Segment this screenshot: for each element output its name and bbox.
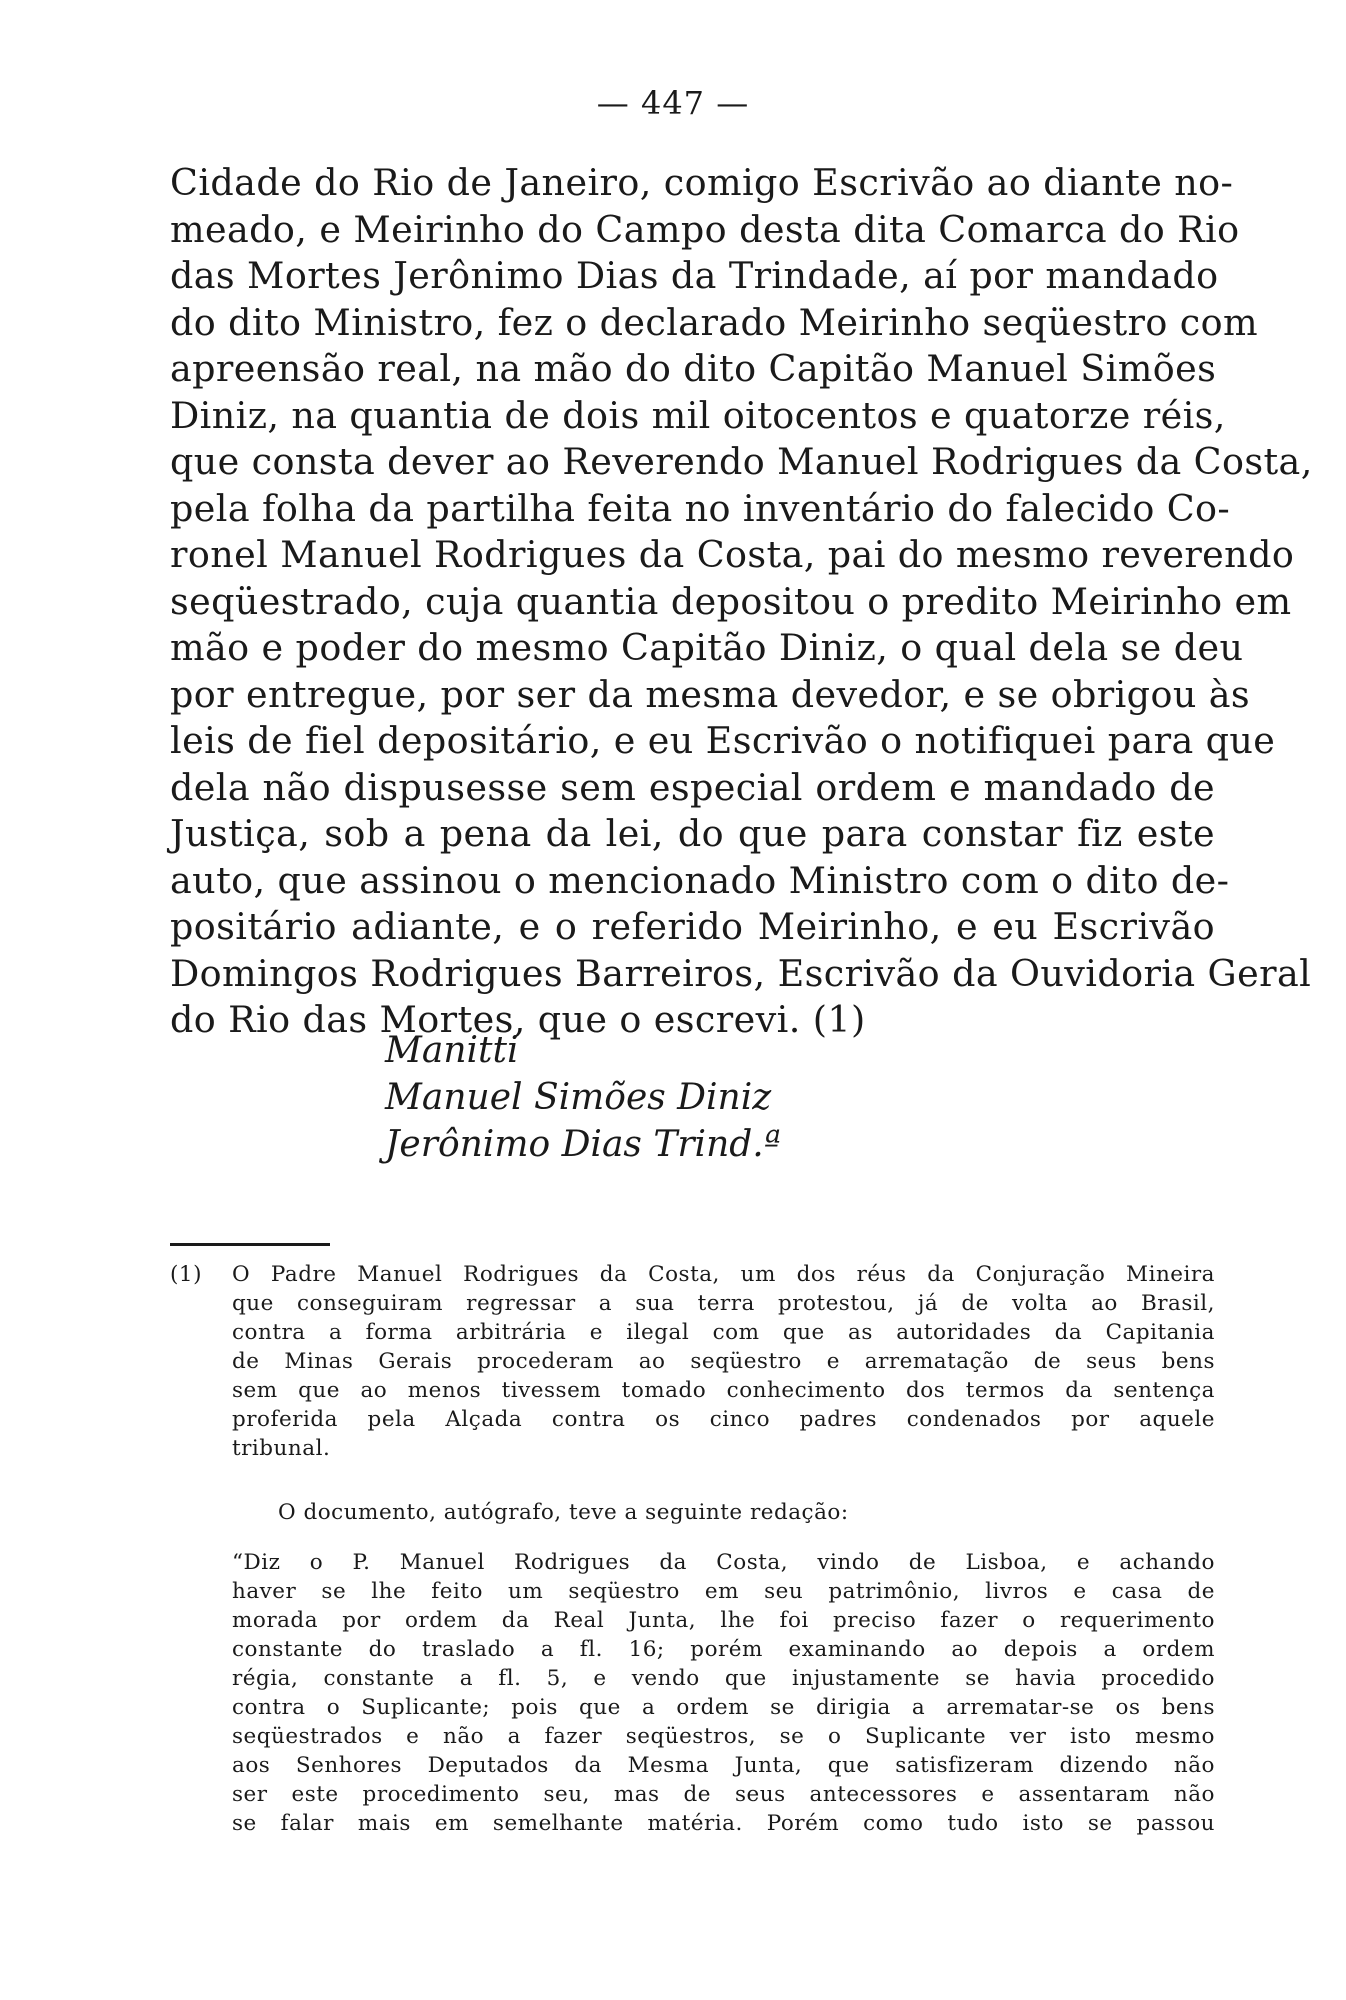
text-line: Diniz, na quantia de dois mil oitocentos e quatorze réis, xyxy=(170,393,1226,437)
footnote-line: proferida pela Alçada contra os cinco padres condenados por aquele xyxy=(232,1407,1215,1432)
text-line: ronel Manuel Rodrigues da Costa, pai do mesmo reverendo xyxy=(170,533,1295,576)
text-line: Justiça, sob a pena da lei, do que para constar fiz este xyxy=(170,812,1215,855)
quote-line: se falar mais em semelhante matéria. Porém como tudo isto se passou xyxy=(232,1811,1215,1836)
footnote-line: contra a forma arbitrária e ilegal com que as autoridades da Capitania xyxy=(232,1320,1215,1345)
text-line: do dito Ministro, fez o declarado Meirinho seqüestro com xyxy=(170,300,1259,344)
footnote-line: O Padre Manuel Rodrigues da Costa, um dos réus da Conjuração Mineira xyxy=(232,1262,1215,1287)
text-line: meado, e Meirinho do Campo desta dita Comarca do Rio xyxy=(170,207,1240,251)
quote-line: ser este procedimento seu, mas de seus antecessores e assentaram não xyxy=(232,1782,1215,1807)
footnote-body xyxy=(232,1260,1215,1463)
signature-line: Manuel Simões Diniz xyxy=(385,1077,772,1118)
text-line: pela folha da partilha feita no inventário do falecido Co- xyxy=(170,486,1231,530)
footnote-divider xyxy=(170,1243,330,1246)
text-line: mão e poder do mesmo Capitão Diniz, o qual dela se deu xyxy=(170,626,1244,669)
footnote-line: que conseguiram regressar a sua terra protestou, já de volta ao Brasil, xyxy=(232,1291,1215,1316)
text-line: auto, que assinou o mencionado Ministro com o dito de- xyxy=(170,858,1230,902)
quote-line: régia, constante a fl. 5, e vendo que injustamente se havia procedido xyxy=(232,1666,1215,1691)
text-line: do Rio das Mortes, que o escrevi. (1) xyxy=(170,998,866,1041)
text-line: das Mortes Jerônimo Dias da Trindade, aí por mandado xyxy=(170,254,1219,297)
signature-block xyxy=(385,1027,781,1168)
text-line: Domingos Rodrigues Barreiros, Escrivão da Ouvidoria Geral xyxy=(170,951,1312,995)
text-line: Cidade do Rio de Janeiro, comigo Escrivão ao diante no- xyxy=(170,161,1234,204)
text-line: apreensão real, na mão do dito Capitão Manuel Simões xyxy=(170,347,1217,390)
signature-line: Jerônimo Dias Trind.ª xyxy=(385,1124,781,1165)
footnote-marker: (1) xyxy=(170,1262,202,1287)
document-intro: O documento, autógrafo, teve a seguinte redação: xyxy=(278,1500,849,1525)
quote-line: contra o Suplicante; pois que a ordem se dirigia a arrematar-se os bens xyxy=(232,1695,1215,1720)
text-line: dela não dispusesse sem especial ordem e mandado de xyxy=(170,765,1215,809)
quote-line: constante do traslado a fl. 16; porém examinando ao depois a ordem xyxy=(232,1637,1215,1662)
text-line: leis de fiel depositário, e eu Escrivão o notifiquei para que xyxy=(170,719,1276,762)
quoted-document xyxy=(232,1548,1215,1838)
quote-line: seqüestrados e não a fazer seqüestros, se o Suplicante ver isto mesmo xyxy=(232,1724,1215,1749)
signature-line: Manitti xyxy=(385,1030,519,1071)
footnote xyxy=(170,1260,1215,1463)
footnote-line: de Minas Gerais procederam ao seqüestro e arrematação de seus bens xyxy=(232,1349,1215,1374)
quote-line: morada por ordem da Real Junta, lhe foi preciso fazer o requerimento xyxy=(232,1608,1215,1633)
page-number: — 447 — xyxy=(596,84,750,122)
quote-line: aos Senhores Deputados da Mesma Junta, que satisfizeram dizendo não xyxy=(232,1753,1215,1778)
quote-line: “Diz o P. Manuel Rodrigues da Costa, vindo de Lisboa, e achando xyxy=(232,1550,1215,1575)
main-text-paragraph xyxy=(170,160,1313,1044)
text-line: por entregue, por ser da mesma devedor, e se obrigou às xyxy=(170,672,1251,716)
text-line: que consta dever ao Reverendo Manuel Rodrigues da Costa, xyxy=(170,440,1313,483)
text-line: positário adiante, e o referido Meirinho, e eu Escrivão xyxy=(170,905,1215,948)
footnote-line: sem que ao menos tivessem tomado conhecimento dos termos da sentença xyxy=(232,1378,1215,1403)
quote-line: haver se lhe feito um seqüestro em seu patrimônio, livros e casa de xyxy=(232,1579,1215,1604)
text-line: seqüestrado, cuja quantia depositou o predito Meirinho em xyxy=(170,579,1292,623)
footnote-line: tribunal. xyxy=(232,1436,331,1461)
